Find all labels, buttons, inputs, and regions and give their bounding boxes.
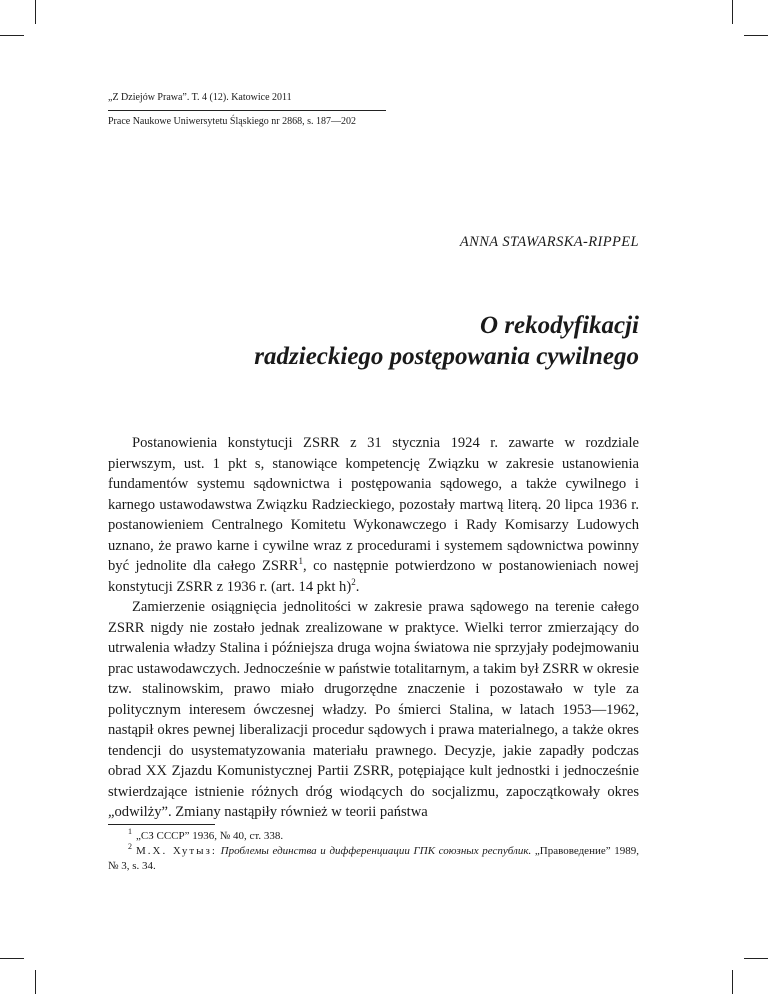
paragraph-1-text-a: Postanowienia konstytucji ZSRR z 31 stycznia 1924 r. zawarte w rozdziale pierwszym, ust. 1 pkt s, stanowiące kompetencję Związku w zakresie ustanowienia fundamentów systemu sądownictwa i postępowania sądowego, a także cywilnego i karnego ustawodawstwa Związku Radzieckiego, pozostały martwą literą. 20 lipca 1936 r. postanowieniem Centralnego Komitetu Wykonawczego i Rady Komisarzy Ludowych uznano, że prawo karne i cywilne wraz z procedurami i systemem sądownictwa powinny być jednolite dla całego ZSRR: [108, 435, 639, 574]
footnote-2: [108, 844, 639, 874]
title-line-2: radzieckiego postępowania cywilnego: [254, 343, 639, 370]
paragraph-1-text-c: .: [355, 578, 360, 595]
header-rule: [108, 110, 386, 111]
footnote-2-source: „Правоведение” 1989, № 3, s. 34.: [108, 845, 640, 872]
running-header: [108, 91, 386, 128]
paragraph-1: [108, 433, 639, 597]
footnote-ref-1[interactable]: 1: [298, 556, 303, 567]
crop-mark: [35, 0, 36, 24]
crop-mark: [744, 35, 768, 36]
footnote-separator: [108, 824, 215, 825]
footnote-1-text: „СЗ СССР” 1936, № 40, ст. 338.: [136, 830, 284, 842]
paragraph-1-text-b: , co następnie potwierdzono w postanowieniach nowej konstytucji ZSRR z 1936 r. (art. 14 pkt h): [108, 558, 639, 595]
article-body: [108, 433, 639, 823]
author-name: ANNA STAWARSKA-RIPPEL: [459, 234, 639, 250]
footnote-2-author: М.Х. Хутыз:: [136, 845, 217, 857]
title-line-1: O rekodyfikacji: [480, 312, 639, 339]
footnote-2-title: Проблемы единства и дифференциации ГПК союзных республик.: [220, 845, 532, 857]
crop-mark: [744, 958, 768, 959]
footnote-ref-2[interactable]: 2: [351, 576, 356, 587]
article-title: [254, 310, 639, 372]
series-citation: Prace Naukowe Uniwersytetu Śląskiego nr 2868, s. 187—202: [108, 116, 357, 127]
paragraph-2: Zamierzenie osiągnięcia jednolitości w zakresie prawa sądowego na terenie całego ZSRR nigdy nie zostało jednak zrealizowane w praktyce. Wielki terror zmierzający do utrwalenia władzy Stalina i późniejsza druga wojna światowa nie sprzyjały podejmowaniu prac ustawodawczych. Jednocześnie w państwie totalitarnym, a takim był ZSRR w okresie tzw. stalinowskim, prawo miało drugorzędne znaczenie i pozostawało w tyle za politycznym interesem ówczesnej władzy. Po śmierci Stalina, w latach 1953—1962, nastąpił okres pewnej liberalizacji procedur sądowych i prawa materialnego, a także okres tendencji do usystematyzowania materiału prawnego. Decyzje, jakie zapadły podczas obrad XX Zjazdu Komunistycznej Partii ZSRR, potępiające kult jednostki i jednocześnie stwierdzające istnienie różnych dróg wiodących do socjalizmu, zapoczątkowały okres „odwilży”. Zmiany nastąpiły również w teorii państwa: [108, 599, 639, 820]
footnote-2-number: 2: [128, 842, 132, 852]
crop-mark: [732, 970, 733, 994]
footnote-1-number: 1: [128, 827, 132, 837]
footnotes: [108, 829, 639, 874]
footnote-1: [108, 829, 639, 844]
crop-mark: [0, 958, 24, 959]
journal-citation: „Z Dziejów Prawa”. T. 4 (12). Katowice 2011: [108, 92, 292, 103]
crop-mark: [35, 970, 36, 994]
crop-mark: [0, 35, 24, 36]
crop-mark: [732, 0, 733, 24]
